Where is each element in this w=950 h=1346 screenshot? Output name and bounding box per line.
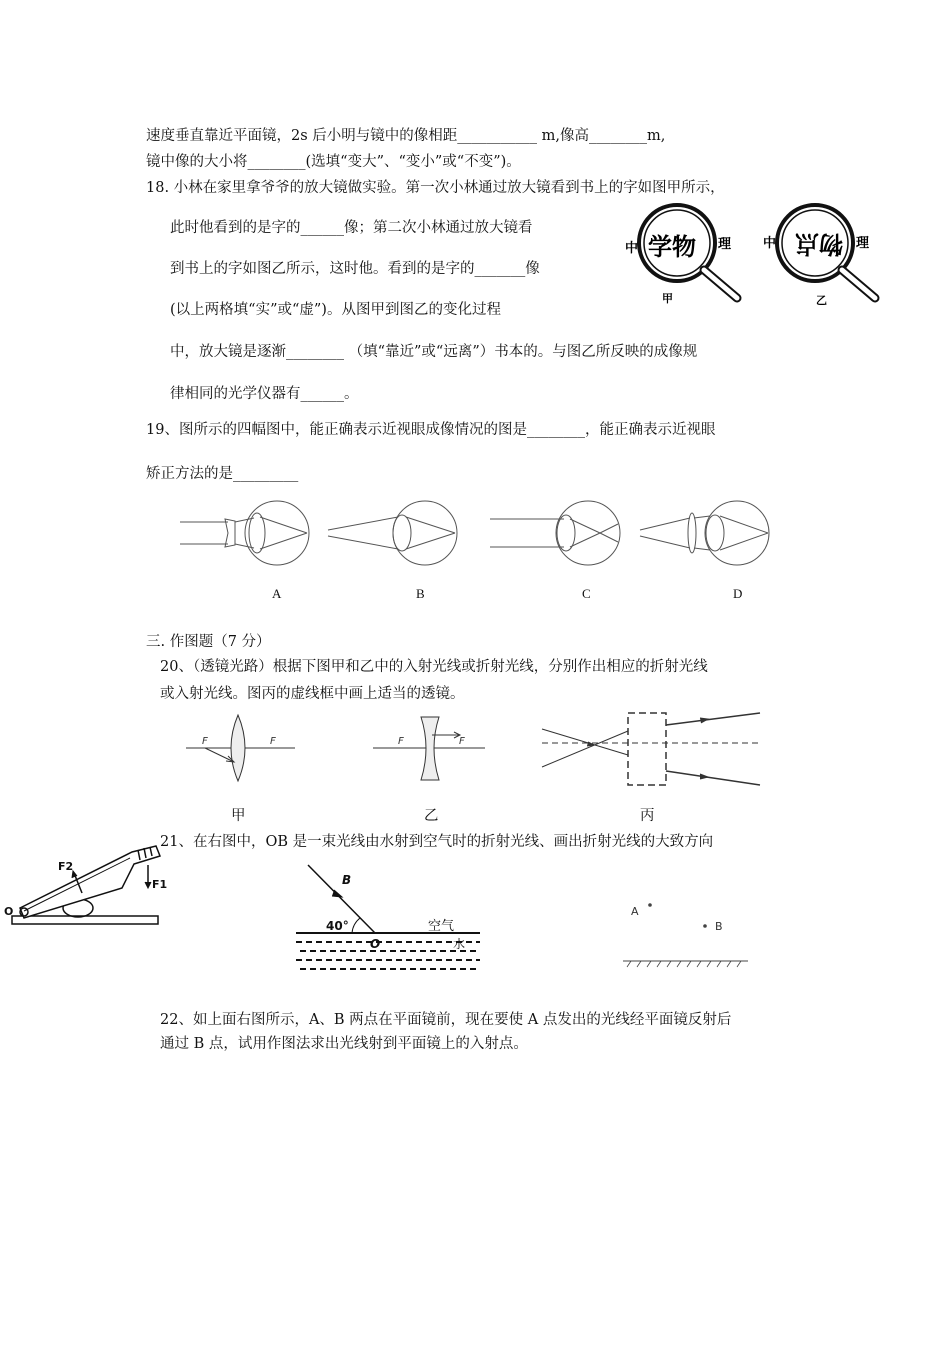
lever-f1-label: F1: [152, 878, 167, 891]
yi-left-char: 中: [763, 236, 777, 251]
eye-diagram-b: [328, 501, 457, 565]
eye-label-b: B: [416, 586, 425, 601]
eye-label-c: C: [582, 586, 591, 601]
magnifier-figure-jia: [622, 200, 747, 310]
eye-diagram-a: [180, 501, 309, 565]
jia-right-char: 理: [718, 237, 732, 252]
q22-line1: 22、如上面右图所示，A、B 两点在平面镜前，现在要使 A 点发出的光线经平面镜反射后: [160, 1012, 732, 1028]
convex-lens-figure: [186, 715, 295, 781]
q22-line2: 通过 B 点，试用作图法求出光线射到平面镜上的入射点。: [160, 1036, 528, 1052]
eye-label-a: A: [272, 586, 282, 601]
mirror-point-a: A: [631, 905, 639, 918]
lever-f2-label: F2: [58, 860, 74, 873]
q18-line6: 律相同的光学仪器有______。: [170, 386, 359, 402]
mirror-point-b: B: [715, 920, 723, 933]
lens-figures: [180, 705, 780, 800]
q18-line2: 此时他看到的是字的______像；第二次小林通过放大镜看: [170, 220, 533, 236]
jia-magnified-chars: 学物: [648, 233, 696, 261]
q18-line3: 到书上的字如图乙所示，这时他。看到的是字的_______像: [170, 261, 540, 277]
water-refraction-figure: [290, 860, 490, 975]
q17-line1: 速度垂直靠近平面镜，2s 后小明与镜中的像相距___________ m,像高________m,: [146, 128, 666, 144]
jia-caption: 甲: [662, 292, 673, 305]
yi-right-char: 理: [856, 236, 870, 251]
q20-line2: 或入射光线。图丙的虚线框中画上适当的透镜。: [160, 686, 465, 702]
eye-label-d: D: [733, 586, 743, 601]
lever-figure: [2, 838, 167, 933]
concave-focus-right: F: [459, 736, 465, 747]
q18-line5: 中，放大镜是逐渐________ （填“靠近”或“远离”）书本的。与图乙所反映的成像规: [170, 344, 698, 360]
lever-o-label: O: [4, 905, 14, 918]
q18-line1: 18. 小林在家里拿爷爷的放大镜做实验。第一次小林通过放大镜看到书上的字如图甲所示，: [146, 180, 725, 196]
water-label: 水: [453, 937, 466, 951]
convex-focus-left: F: [202, 736, 208, 747]
q20-line1: 20、（透镜光路）根据下图甲和乙中的入射光线或折射光线，分别作出相应的折射光线: [160, 659, 708, 675]
lens-label-yi: 乙: [424, 808, 439, 824]
lens-label-bing: 丙: [640, 808, 655, 824]
water-o-label: O: [370, 937, 381, 951]
convex-focus-right: F: [270, 736, 276, 747]
water-angle-label: 40°: [326, 919, 349, 933]
eye-diagram-c: [490, 501, 620, 565]
magnifier-figure-yi: [760, 200, 885, 310]
jia-left-char: 中: [625, 241, 639, 256]
eye-diagrams: [170, 500, 780, 580]
q18-line4: (以上两格填“实”或“虚”)。从图甲到图乙的变化过程: [170, 302, 501, 318]
mirror-figure: [615, 895, 755, 970]
concave-focus-left: F: [398, 736, 404, 747]
q19-line2: 矫正方法的是_________: [146, 466, 299, 482]
unknown-lens-figure: [542, 713, 760, 785]
eye-diagram-d: [640, 501, 769, 565]
q21-line1: 21、在右图中，OB 是一束光线由水射到空气时的折射光线、画出折射光线的大致方向: [160, 834, 714, 850]
section-title: 三. 作图题（7 分）: [146, 634, 271, 650]
air-label: 空气: [428, 919, 455, 934]
q17-line2: 镜中像的大小将________(选填“变大”、“变小”或“不变”)。: [146, 154, 521, 170]
yi-inverted-chars: 物点: [795, 230, 843, 258]
water-b-label: B: [342, 873, 352, 887]
lens-label-jia: 甲: [231, 808, 246, 824]
q19-line1: 19、图所示的四幅图中，能正确表示近视眼成像情况的图是________，能正确表示近视眼: [146, 422, 716, 438]
yi-caption: 乙: [816, 294, 827, 307]
concave-lens-figure: [373, 717, 485, 780]
